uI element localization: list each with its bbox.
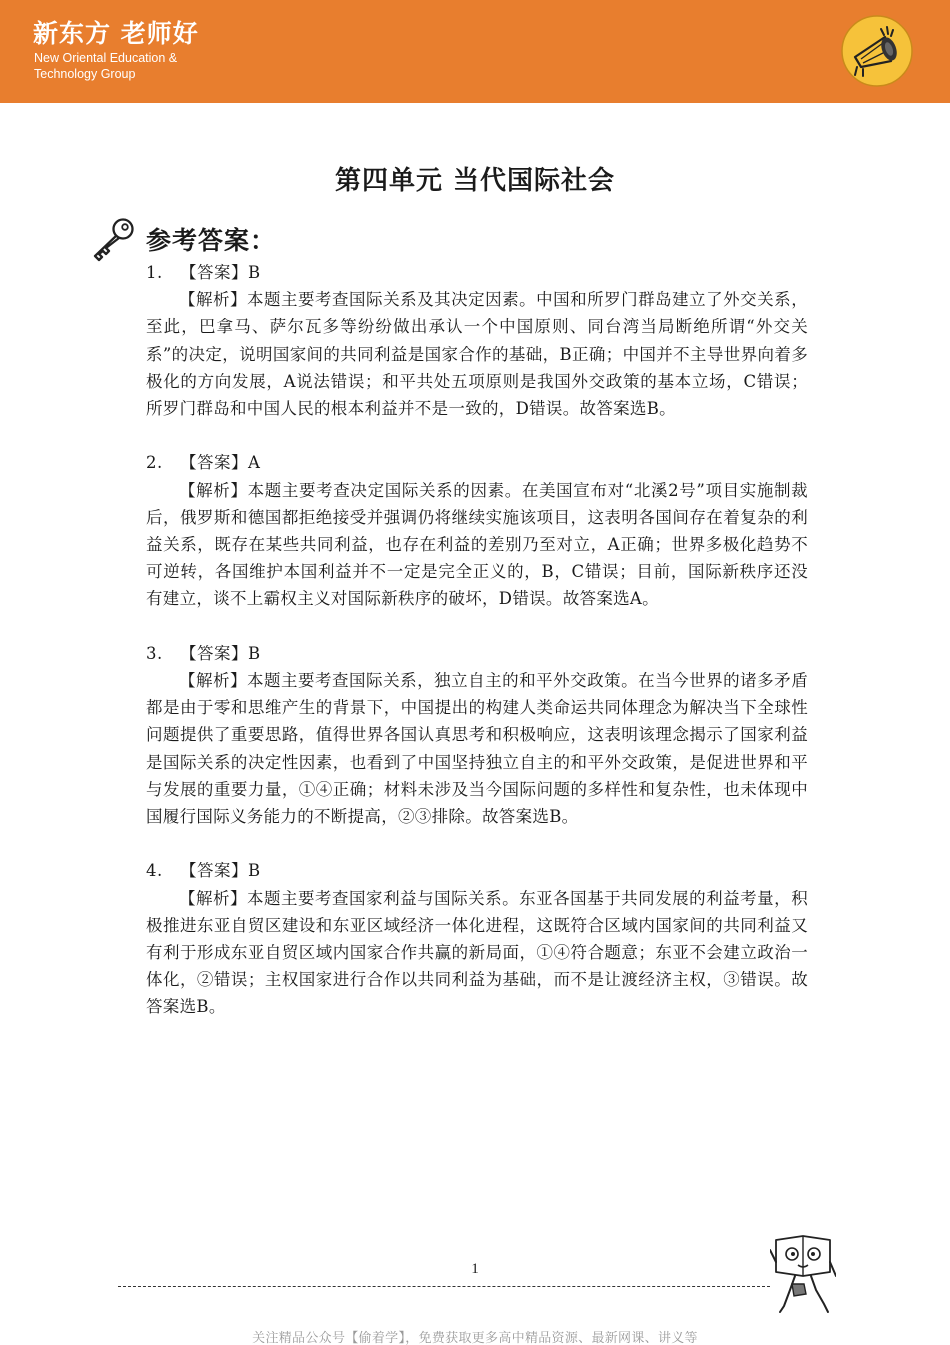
brand-name-cn: 新东方 老师好: [33, 19, 199, 48]
answer-line: [146, 640, 808, 667]
question-item: [146, 259, 808, 422]
answer-key: 【答案】B: [180, 643, 261, 663]
header-banner: [0, 0, 950, 103]
question-number: 1.: [146, 263, 163, 282]
answer-line: [146, 259, 808, 286]
question-item: [146, 449, 808, 612]
answer-key: 【答案】B: [180, 263, 261, 282]
question-number: 4.: [146, 861, 163, 881]
analysis-text: 【解析】本题主要考查国家利益与国际关系。东亚各国基于共同发展的利益考量，积极推进东亚自贸区建设和东亚区域经济一体化进程，这既符合区域内国家间的共同利益又有利于形成东亚自贸区域内国家合作共赢的新局面，①④符合题意；东亚不会建立政治一体化，②错误；主权国家进行合作以共同利益为基础，而不是让渡经济主权，③错误。故答案选B。: [146, 888, 808, 1017]
question-number: 2.: [146, 453, 163, 473]
analysis-text: 【解析】本题主要考查国际关系及其决定因素。中国和所罗门群岛建立了外交关系，至此，巴拿马、萨尔瓦多等纷纷做出承认一个中国原则、同台湾当局断绝所谓“外交关系”的决定，说明国家间的共同利益是国家合作的基础，B正确；中国并不主导世界向着多极化的方向发展，A说法错误；和平共处五项原则是我国外交政策的基本立场，C错误；所罗门群岛和中国人民的根本利益并不是一致的，D错误。故答案选B。: [146, 290, 808, 419]
brand-name-en: New Oriental Education & Technology Group: [34, 51, 178, 81]
key-icon: [90, 216, 138, 262]
footer-promo-note: 关注精品公众号【偷着学】，免费获取更多高中精品资源、最新网课、讲义等: [252, 1331, 698, 1345]
document-title: 第四单元 当代国际社会: [334, 166, 616, 196]
question-item: [146, 857, 808, 1020]
footer-divider: [118, 1286, 770, 1287]
answer-list: [146, 259, 808, 1048]
book-mascot-icon: [770, 1232, 836, 1316]
answer-section-heading: 参考答案：: [146, 226, 277, 255]
question-number: 3.: [146, 643, 163, 663]
megaphone-logo-icon: [841, 15, 913, 87]
analysis-text: 【解析】本题主要考查国际关系，独立自主的和平外交政策。在当今世界的诸多矛盾都是由于零和思维产生的背景下，中国提出的构建人类命运共同体理念为解决当下全球性问题提供了重要思路，值得世界各国认真思考和积极响应，这表明该理念揭示了国家利益是国际关系的决定性因素，也看到了中国坚持独立自主的和平外交政策，是促进世界和平与发展的重要力量，①④正确；材料未涉及当今国际问题的多样性和复杂性，也未体现中国履行国际义务能力的不断提高，②③排除。故答案选B。: [146, 671, 808, 827]
answer-key: 【答案】B: [180, 861, 261, 881]
answer-line: [146, 449, 808, 476]
answer-line: [146, 857, 808, 884]
answer-key: 【答案】A: [180, 453, 261, 473]
question-item: [146, 640, 808, 830]
page-number: 1: [471, 1261, 479, 1277]
analysis-text: 【解析】本题主要考查决定国际关系的因素。在美国宣布对“北溪2号”项目实施制裁后，俄罗斯和德国都拒绝接受并强调仍将继续实施该项目，这表明各国间存在着复杂的利益关系，既存在某些共同利益，也存在利益的差别乃至对立，A正确；世界多极化趋势不可逆转，各国维护本国利益并不一定是完全正义的，B，C错误；目前，国际新秩序还没有建立，谈不上霸权主义对国际新秩序的破坏，D错误。故答案选A。: [146, 480, 808, 609]
